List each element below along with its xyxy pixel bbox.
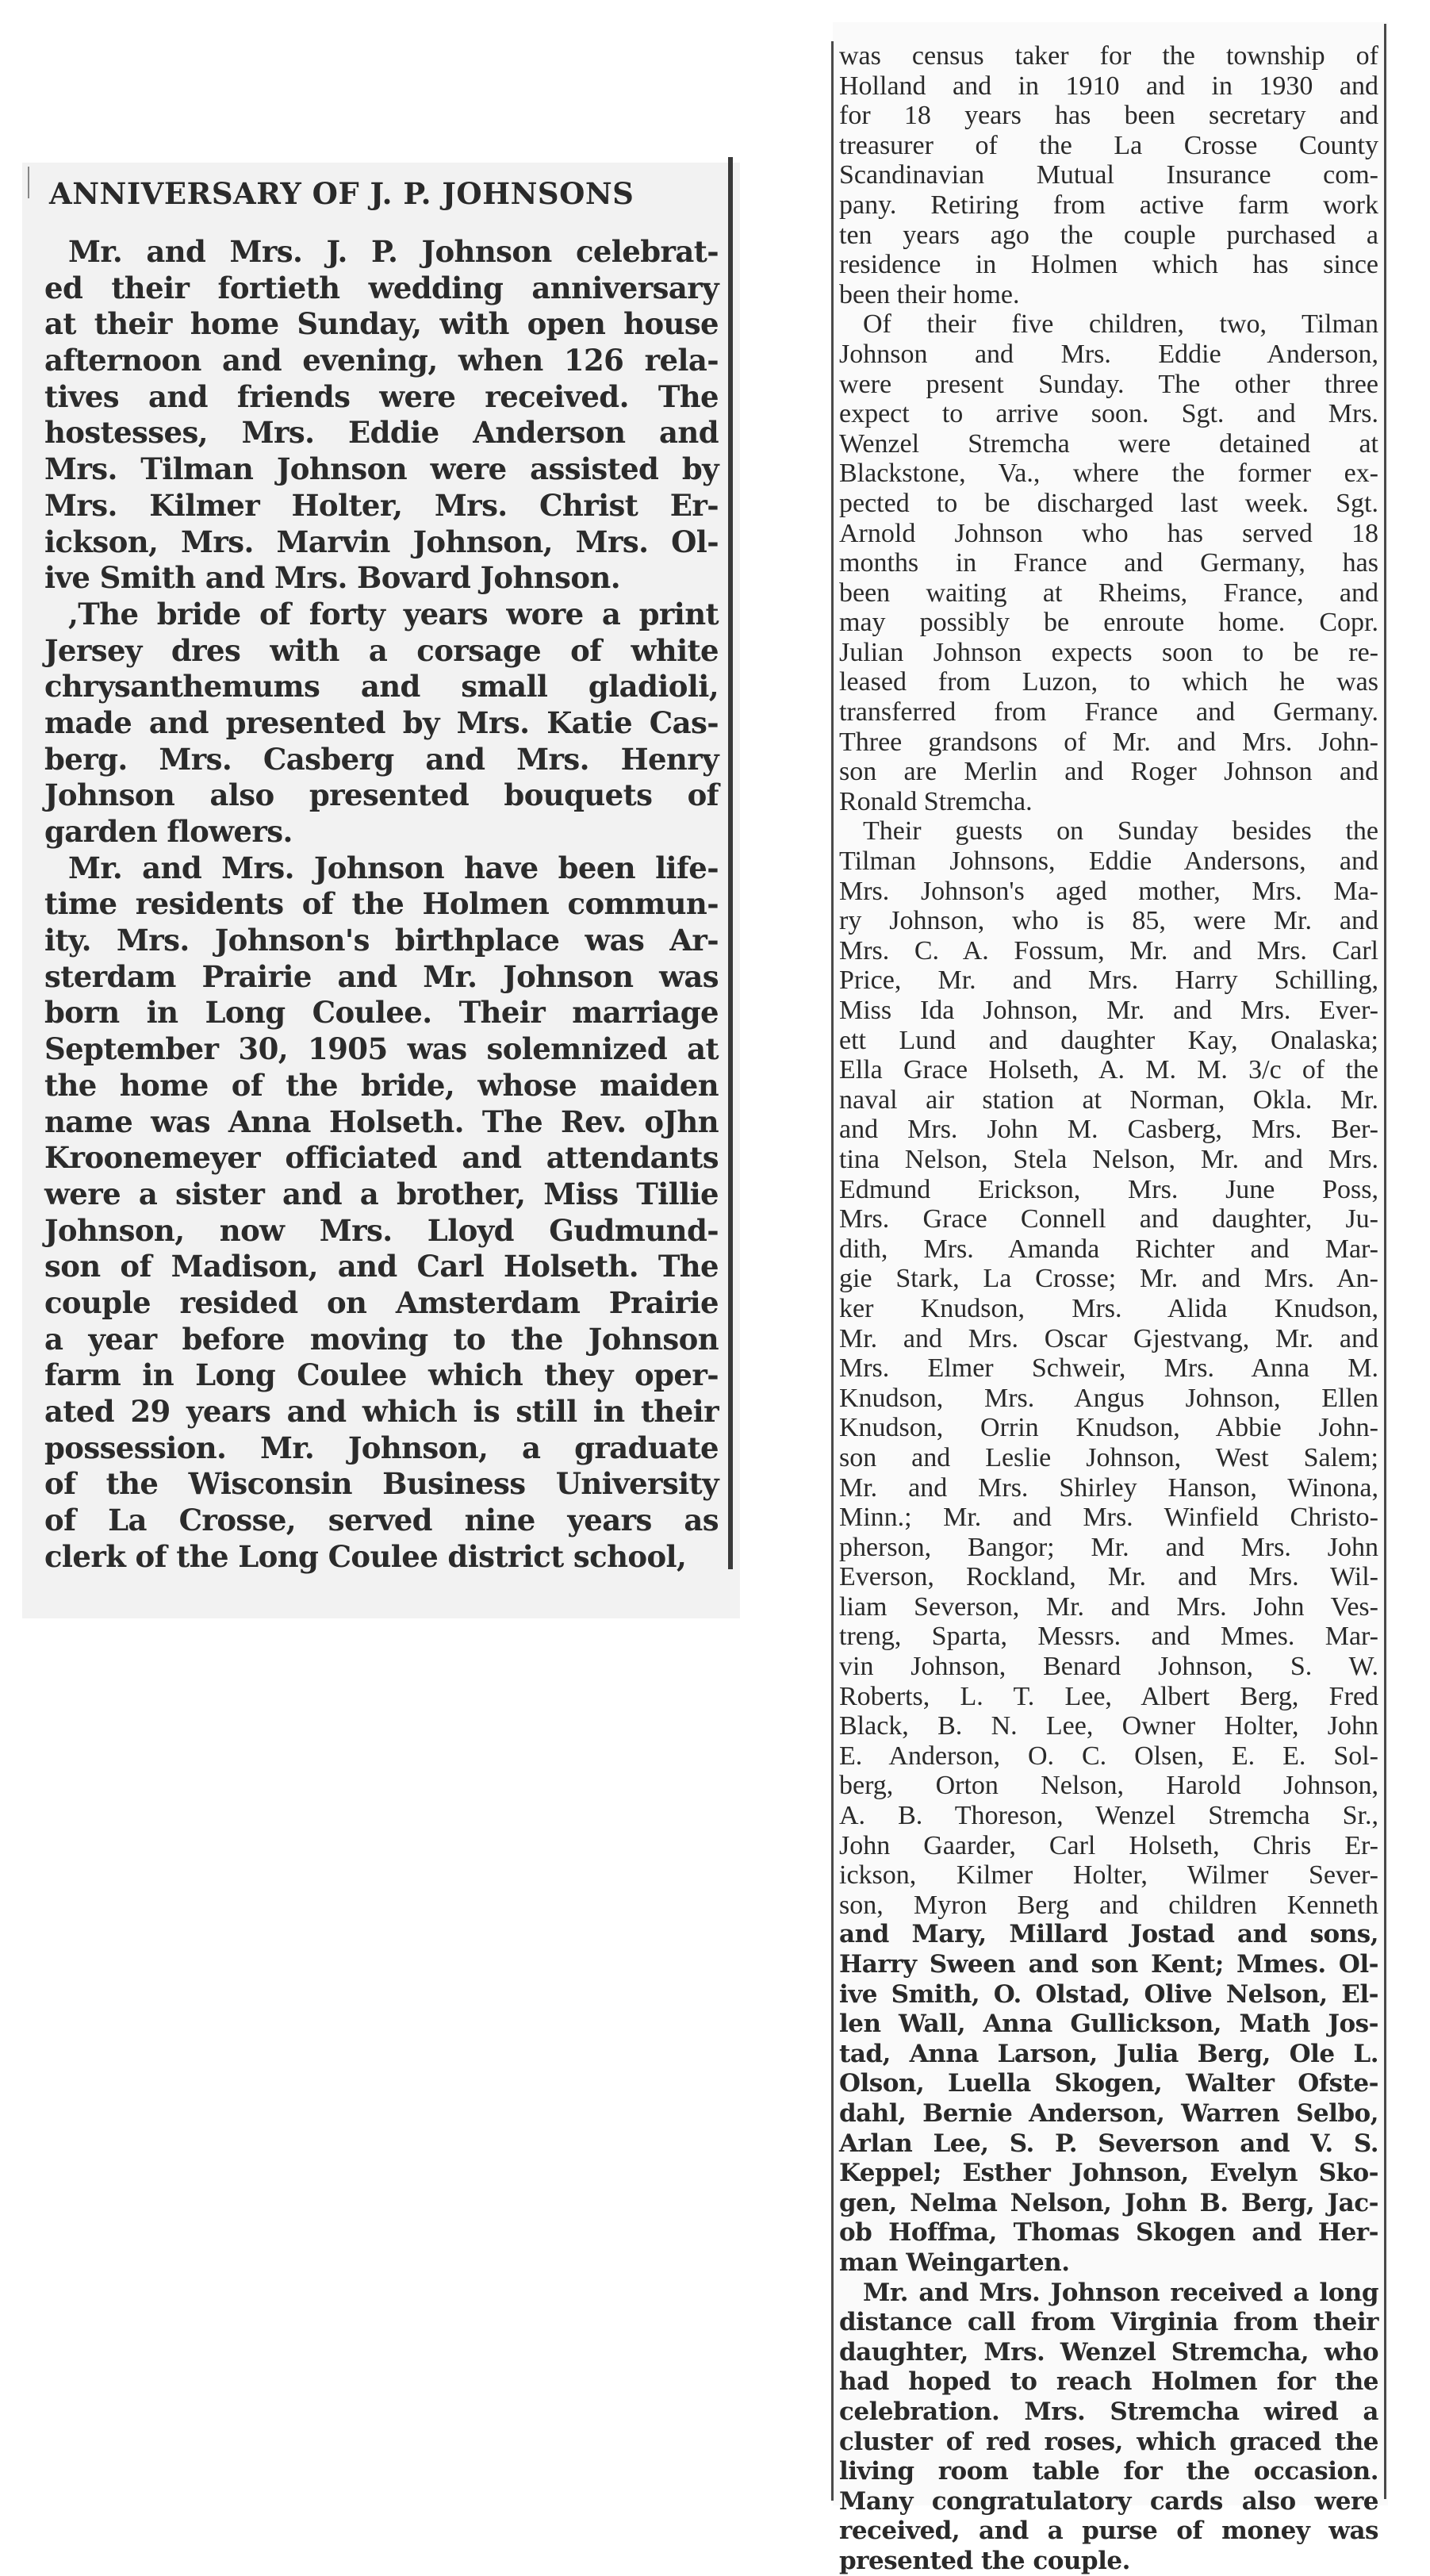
text-line: ker Knudson, Mrs. Alida Knudson, <box>839 1293 1378 1323</box>
text-line: presented the couple. <box>839 2546 1130 2575</box>
text-line: were present Sunday. The other three <box>839 369 1378 399</box>
text-line: son of Madison, and Carl Holseth. The <box>44 1249 719 1284</box>
text-line: Roberts, L. T. Lee, Albert Berg, Fred <box>839 1681 1378 1711</box>
text-line: clerk of the Long Coulee district school, <box>44 1538 687 1574</box>
text-line: ,The bride of forty years wore a print <box>68 596 719 632</box>
text-line: Miss Ida Johnson, Mr. and Mrs. Ever- <box>839 996 1378 1025</box>
text-line: residence in Holmen which has since <box>839 250 1378 280</box>
text-line: Of their five children, two, Tilman <box>863 309 1378 340</box>
text-line: Johnson also presented bouquets of <box>44 777 719 813</box>
text-line: ickson, Kilmer Holter, Wilmer Sever- <box>839 1860 1378 1891</box>
text-line: of La Crosse, served nine years as <box>44 1503 719 1538</box>
text-line: Knudson, Mrs. Angus Johnson, Ellen <box>839 1383 1378 1413</box>
text-line: of the Wisconsin Business University <box>44 1466 719 1502</box>
text-line: ive Smith, O. Olstad, Olive Nelson, El- <box>839 1979 1378 2009</box>
text-line: man Weingarten. <box>839 2248 1070 2277</box>
text-line: Harry Sween and son Kent; Mmes. Ol- <box>839 1950 1378 1979</box>
column-rule-left <box>728 157 733 1569</box>
text-line: Their guests on Sunday besides the <box>863 816 1378 847</box>
text-line: possession. Mr. Johnson, a graduate <box>44 1430 719 1465</box>
text-line: chrysanthemums and small gladioli, <box>44 669 719 704</box>
text-line: pected to be discharged last week. Sgt. <box>839 488 1378 518</box>
text-line: Kroonemeyer officiated and attendants <box>44 1140 719 1176</box>
text-line: ten years ago the couple purchased a <box>839 220 1378 250</box>
text-line: John Gaarder, Carl Holseth, Chris Er- <box>839 1830 1378 1860</box>
text-line: son are Merlin and Roger Johnson and <box>839 757 1378 787</box>
paragraph <box>44 597 719 850</box>
paragraph <box>44 850 719 1576</box>
text-line: gen, Nelma Nelson, John B. Berg, Jac- <box>839 2188 1378 2217</box>
text-line: tad, Anna Larson, Julia Berg, Ole L. <box>839 2039 1378 2068</box>
text-line: Johnson, now Mrs. Lloyd Gudmund- <box>44 1212 719 1248</box>
text-line: name was Anna Holseth. The Rev. oJhn <box>44 1104 719 1139</box>
text-line: len Wall, Anna Gullickson, Math Jos- <box>839 2010 1378 2039</box>
text-line: celebration. Mrs. Stremcha wired a <box>839 2397 1378 2426</box>
text-line: transferred from France and Germany. <box>839 697 1378 727</box>
left-column-text <box>44 234 719 1575</box>
text-line: was census taker for the township of <box>839 41 1378 71</box>
text-line: ickson, Mrs. Marvin Johnson, Mrs. Ol- <box>44 524 719 559</box>
text-line: Mr. and Mrs. Johnson have been life- <box>68 850 719 885</box>
text-line: Minn.; Mr. and Mrs. Winfield Christo- <box>839 1503 1378 1533</box>
text-line: garden flowers. <box>44 814 293 849</box>
text-line: Mrs. Tilman Johnson were assisted by <box>44 451 719 487</box>
text-line: distance call from Virginia from their <box>839 2308 1378 2337</box>
text-line: Knudson, Orrin Knudson, Abbie John- <box>839 1413 1378 1443</box>
paragraph <box>839 309 1378 816</box>
text-line: couple resided on Amsterdam Prairie <box>44 1284 719 1320</box>
text-line: ive Smith and Mrs. Bovard Johnson. <box>44 560 620 596</box>
text-line: E. Anderson, O. C. Olsen, E. E. Sol- <box>839 1741 1378 1771</box>
text-line: Three grandsons of Mr. and Mrs. John- <box>839 727 1378 757</box>
text-line: Olson, Luella Skogen, Walter Ofste- <box>839 2069 1378 2098</box>
text-line: for 18 years has been secretary and <box>839 101 1378 131</box>
text-line: Ella Grace Holseth, A. M. M. 3/c of the <box>839 1055 1378 1085</box>
text-line: leased from Luzon, to which he was <box>839 667 1378 697</box>
text-line: Arlan Lee, S. P. Severson and V. S. <box>839 2129 1378 2158</box>
text-line: dahl, Bernie Anderson, Warren Selbo, <box>839 2098 1378 2128</box>
text-line: Scandinavian Mutual Insurance com- <box>839 160 1378 190</box>
text-line: A. B. Thoreson, Wenzel Stremcha Sr., <box>839 1801 1378 1831</box>
text-line: Holland and in 1910 and in 1930 and <box>839 71 1378 101</box>
text-line: tina Nelson, Stela Nelson, Mr. and Mrs. <box>839 1144 1378 1174</box>
text-line: hostesses, Mrs. Eddie Anderson and <box>44 415 719 451</box>
margin-mark <box>28 167 29 198</box>
text-line: and Mrs. John M. Casberg, Mrs. Ber- <box>839 1115 1378 1145</box>
text-line: may possibly be enroute home. Copr. <box>839 608 1378 638</box>
text-line: dith, Mrs. Amanda Richter and Mar- <box>839 1234 1378 1264</box>
text-line: Mrs. Johnson's aged mother, Mrs. Ma- <box>839 876 1378 906</box>
text-line: pany. Retiring from active farm work <box>839 190 1378 220</box>
text-line: naval air station at Norman, Okla. Mr. <box>839 1085 1378 1115</box>
text-line: gie Stark, La Crosse; Mr. and Mrs. An- <box>839 1264 1378 1294</box>
text-line: Ronald Stremcha. <box>839 786 1033 816</box>
text-line: Arnold Johnson who has served 18 <box>839 518 1378 548</box>
text-line: berg. Mrs. Casberg and Mrs. Henry <box>44 741 719 777</box>
text-line: Mrs. Elmer Schweir, Mrs. Anna M. <box>839 1353 1378 1384</box>
text-line: cluster of red roses, which graced the <box>839 2427 1378 2456</box>
text-line: ob Hoffma, Thomas Skogen and Her- <box>839 2218 1378 2248</box>
paragraph <box>839 41 1378 309</box>
text-line: Black, B. N. Lee, Owner Holter, John <box>839 1711 1378 1741</box>
text-line: treng, Sparta, Messrs. and Mmes. Mar- <box>839 1622 1378 1652</box>
text-line: daughter, Mrs. Wenzel Stremcha, who <box>839 2337 1378 2367</box>
text-line: sterdam Prairie and Mr. Johnson was <box>44 958 719 994</box>
text-line: Blackstone, Va., where the former ex- <box>839 459 1378 489</box>
text-line: Mrs. Kilmer Holter, Mrs. Christ Er- <box>44 487 719 523</box>
text-line: expect to arrive soon. Sgt. and Mrs. <box>839 399 1378 429</box>
text-line: tives and friends were received. The <box>44 378 719 414</box>
text-line: ry Johnson, who is 85, were Mr. and <box>839 906 1378 936</box>
text-line: and Mary, Millard Jostad and sons, <box>839 1920 1378 1949</box>
text-line: ated 29 years and which is still in their <box>44 1394 719 1429</box>
text-line: Johnson and Mrs. Eddie Anderson, <box>839 339 1378 369</box>
text-line: Mr. and Mrs. J. P. Johnson celebrat- <box>68 234 719 269</box>
text-line: vin Johnson, Benard Johnson, S. W. <box>839 1652 1378 1682</box>
text-line: ity. Mrs. Johnson's birthplace was Ar- <box>44 923 719 958</box>
column-rule-right-left <box>831 41 834 2501</box>
text-line: son, Myron Berg and children Kenneth <box>839 1890 1378 1920</box>
text-line: born in Long Coulee. Their marriage <box>44 995 719 1031</box>
text-line: Julian Johnson expects soon to be re- <box>839 637 1378 667</box>
text-line: Edmund Erickson, Mrs. June Poss, <box>839 1174 1378 1204</box>
text-line: berg, Orton Nelson, Harold Johnson, <box>839 1771 1378 1801</box>
text-line: Mr. and Mrs. Johnson received a long <box>863 2278 1378 2307</box>
text-line: had hoped to reach Holmen for the <box>839 2367 1378 2397</box>
article-headline: ANNIVERSARY OF J. P. JOHNSONS <box>49 176 634 211</box>
text-line: Everson, Rockland, Mr. and Mrs. Wil- <box>839 1562 1378 1592</box>
text-line: made and presented by Mrs. Katie Cas- <box>44 704 719 740</box>
text-line: son and Leslie Johnson, West Salem; <box>839 1442 1378 1472</box>
right-column-text <box>839 41 1378 2576</box>
paragraph <box>839 816 1378 2278</box>
text-line: Many congratulatory cards also were <box>839 2486 1378 2516</box>
text-line: at their home Sunday, with open house <box>44 306 719 342</box>
text-line: farm in Long Coulee which they oper- <box>44 1357 719 1393</box>
paragraph <box>839 2278 1378 2576</box>
text-line: Mrs. C. A. Fossum, Mr. and Mrs. Carl <box>839 935 1378 966</box>
text-line: treasurer of the La Crosse County <box>839 130 1378 160</box>
text-line: Mrs. Grace Connell and daughter, Ju- <box>839 1204 1378 1234</box>
text-line: afternoon and evening, when 126 rela- <box>44 343 719 378</box>
text-line: time residents of the Holmen commun- <box>44 886 719 922</box>
text-line: Keppel; Esther Johnson, Evelyn Sko- <box>839 2159 1378 2188</box>
text-line: received, and a purse of money was <box>839 2516 1378 2546</box>
text-line: were a sister and a brother, Miss Tillie <box>44 1176 719 1211</box>
text-line: pherson, Bangor; Mr. and Mrs. John <box>839 1532 1378 1562</box>
text-line: liam Severson, Mr. and Mrs. John Ves- <box>839 1591 1378 1622</box>
text-line: months in France and Germany, has <box>839 548 1378 578</box>
text-line: a year before moving to the Johnson <box>44 1321 719 1357</box>
text-line: Wenzel Stremcha were detained at <box>839 428 1378 459</box>
text-line: been their home. <box>839 279 1020 309</box>
text-line: been waiting at Rheims, France, and <box>839 578 1378 608</box>
text-line: ett Lund and daughter Kay, Onalaska; <box>839 1025 1378 1055</box>
column-rule-right-right <box>1384 24 1386 2499</box>
text-line: ed their fortieth wedding anniversary <box>44 270 719 305</box>
text-line: Jersey dres with a corsage of white <box>44 632 719 668</box>
text-line: Tilman Johnsons, Eddie Andersons, and <box>839 847 1378 877</box>
text-line: the home of the bride, whose maiden <box>44 1067 719 1103</box>
text-line: living room table for the occasion. <box>839 2457 1378 2486</box>
text-line: Mr. and Mrs. Oscar Gjestvang, Mr. and <box>839 1323 1378 1353</box>
text-line: September 30, 1905 was solemnized at <box>44 1031 719 1067</box>
paragraph <box>44 234 719 597</box>
text-line: Mr. and Mrs. Shirley Hanson, Winona, <box>839 1472 1378 1503</box>
text-line: Price, Mr. and Mrs. Harry Schilling, <box>839 966 1378 996</box>
